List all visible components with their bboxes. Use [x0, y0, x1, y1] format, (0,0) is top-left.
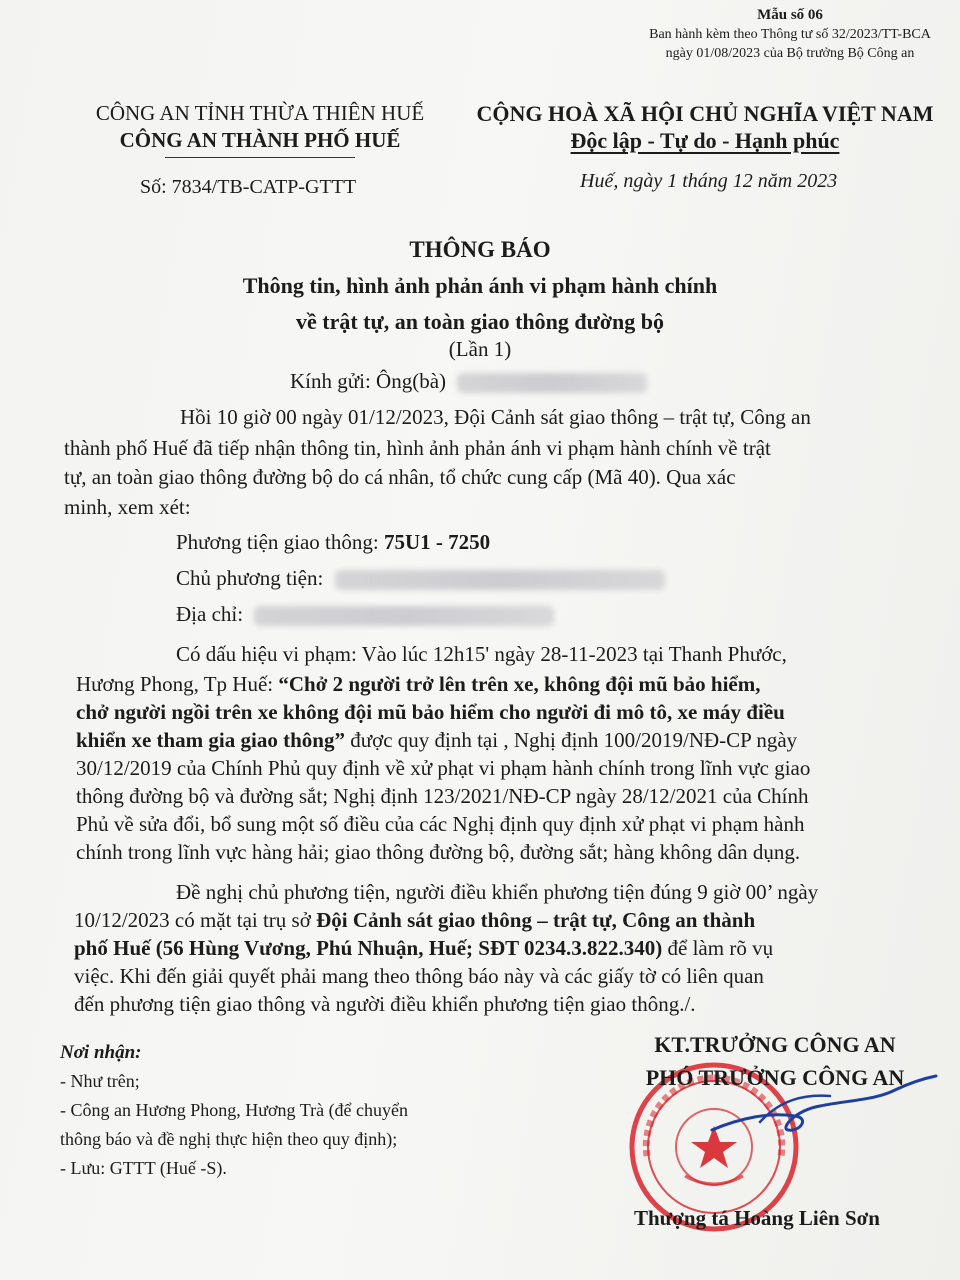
violation-desc-1: “Chở 2 người trở lên trên xe, không đội mũ bảo hiểm, [278, 672, 761, 696]
form-number: Mẫu số 06 [757, 7, 823, 23]
violation-line-7: Phủ về sửa đổi, bổ sung một số điều của các Nghị định quy định xử phạt vi phạm hành [76, 812, 805, 836]
document-number: Số: 7834/TB-CATP-GTTT [140, 176, 357, 198]
request-line-2 [74, 906, 755, 934]
nation-line1: CỘNG HOÀ XÃ HỘI CHỦ NGHĨA VIỆT NAM [476, 101, 934, 126]
signature-title-2: PHÓ TRƯỞNG CÔNG AN [645, 1065, 905, 1090]
owner-label: Chủ phương tiện: [176, 566, 324, 590]
violation-legal-basis: được quy định tại , Nghị định 100/2019/NĐ-CP ngày [344, 728, 798, 752]
agency-underline [165, 157, 355, 158]
recipient-2: - Công an Hương Phong, Hương Trà (để chuyển [60, 1100, 409, 1120]
violation-line-8: chính trong lĩnh vực hàng hải; giao thông đường bộ, đường sắt; hàng không dân dụng. [76, 840, 801, 864]
vehicle-line [176, 528, 490, 556]
nation-line2: Độc lập - Tự do - Hạnh phúc [570, 128, 840, 153]
form-reference-line2: ngày 01/08/2023 của Bộ trưởng Bộ Công an [665, 46, 915, 61]
agency-line2: CÔNG AN THÀNH PHỐ HUẾ [119, 128, 401, 152]
vehicle-plate: 75U1 - 7250 [383, 530, 491, 554]
national-motto [470, 100, 940, 154]
intro-line-2: thành phố Huế đã tiếp nhận thông tin, hình ảnh phản ánh vi phạm hành chính về trật [64, 436, 771, 460]
address-line [176, 600, 554, 628]
request-purpose: để làm rõ vụ [662, 936, 774, 960]
request-office: Đội Cảnh sát giao thông – trật tự, Công an thành [316, 908, 756, 932]
intro-line-1: Hồi 10 giờ 00 ngày 01/12/2023, Đội Cảnh sát giao thông – trật tự, Công an [180, 405, 811, 429]
recipient-1: - Như trên; [60, 1071, 140, 1091]
signature-title-1: KT.TRƯỞNG CÔNG AN [654, 1032, 896, 1057]
vehicle-label: Phương tiện giao thông: [176, 530, 384, 554]
form-reference [640, 6, 940, 63]
form-reference-line1: Ban hành kèm theo Thông tư số 32/2023/TT-BCA [649, 27, 931, 42]
notice-subtitle-1: Thông tin, hình ảnh phản ánh vi phạm hành chính [242, 273, 718, 298]
notice-subtitle-2: về trật tự, an toàn giao thông đường bộ [295, 309, 664, 334]
recipient-3: - Lưu: GTTT (Huế -S). [60, 1158, 227, 1178]
redacted-name [457, 373, 647, 393]
recipients-block [60, 1038, 408, 1183]
request-date: 10/12/2023 có mặt tại trụ sở [74, 908, 317, 932]
redacted-address [254, 606, 554, 626]
violation-line-3: chở người ngồi trên xe không đội mũ bảo hiểm cho người đi mô tô, xe máy điều [76, 700, 785, 724]
recipient-2-cont: thông báo và đề nghị thực hiện theo quy định); [60, 1129, 398, 1149]
violation-location: Hương Phong, Tp Huế: [76, 672, 279, 696]
agency-line1: CÔNG AN TỈNH THỪA THIÊN HUẾ [95, 101, 425, 125]
violation-line-4 [76, 726, 797, 754]
request-line-5: đến phương tiện giao thông và người điều khiển phương tiện giao thông./. [74, 992, 696, 1016]
violation-line-6: thông đường bộ và đường sắt; Nghị định 123/2021/NĐ-CP ngày 28/12/2021 của Chính [76, 784, 809, 808]
violation-line-1: Có dấu hiệu vi phạm: Vào lúc 12h15' ngày 28-11-2023 tại Thanh Phước, [176, 642, 787, 666]
request-line-1: Đề nghị chủ phương tiện, người điều khiển phương tiện đúng 9 giờ 00’ ngày [176, 880, 819, 904]
recipients-heading: Nơi nhận: [60, 1042, 142, 1063]
greeting [290, 367, 647, 395]
request-line-4: việc. Khi đến giải quyết phải mang theo thông báo này và các giấy tờ có liên quan [74, 964, 764, 988]
notice-title-block [0, 232, 960, 340]
address-label: Địa chỉ: [176, 602, 244, 626]
notice-issue: (Lần 1) [448, 337, 512, 361]
violation-desc-3: khiển xe tham gia giao thông” [76, 728, 345, 752]
notice-title: THÔNG BÁO [409, 237, 551, 262]
request-line-3 [74, 934, 773, 962]
violation-line-2 [76, 670, 760, 698]
request-office-address: phố Huế (56 Hùng Vương, Phú Nhuận, Huế; SĐT 0234.3.822.340) [74, 936, 663, 960]
issuing-agency [60, 100, 460, 158]
owner-line [176, 564, 665, 592]
signer-name: Thượng tá Hoàng Liên Sơn [634, 1206, 880, 1230]
redacted-owner [335, 570, 665, 590]
document-date: Huế, ngày 1 tháng 12 năm 2023 [580, 170, 838, 192]
greeting-label: Kính gửi: Ông(bà) [290, 369, 447, 393]
intro-line-3: tự, an toàn giao thông đường bộ do cá nhân, tổ chức cung cấp (Mã 40). Qua xác [64, 465, 736, 489]
violation-line-5: 30/12/2019 của Chính Phủ quy định về xử phạt vi phạm hành chính trong lĩnh vực giao [76, 756, 811, 780]
handwritten-signature [700, 1060, 940, 1150]
intro-line-4: minh, xem xét: [64, 495, 191, 519]
